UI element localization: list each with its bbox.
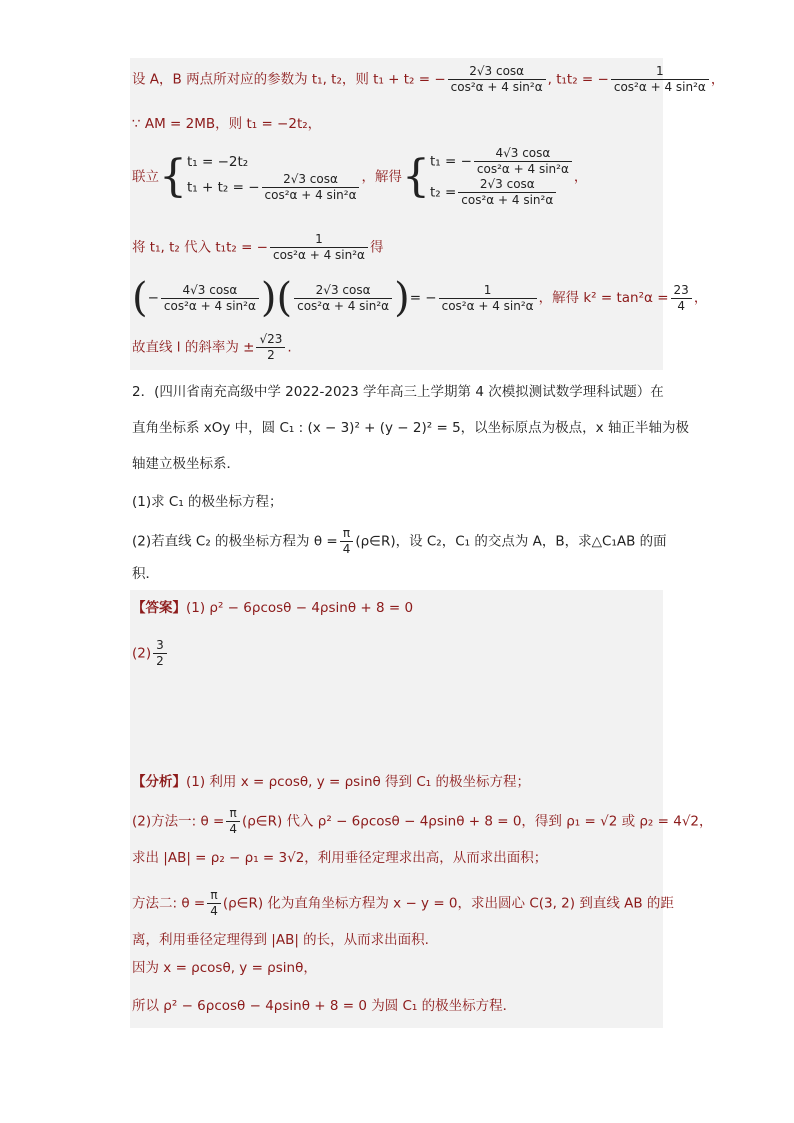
substitute-line: 将 t₁, t₂ 代入 t₁t₂ = − $\frac{1}{\text{cos²α + 4 sin²α}}$ 得 [132, 232, 384, 262]
system-line: 联立{ t₁ = −2t₂ t₁ + t₂ = − $\frac{2√3 \cos\alpha}{\text{cos²α + 4 sin²α}}$ ，解得{ t₁ = − $\frac{4√3 \cos\alpha}{\text{cos²α + 4 sin²α}}$ t₂ = $\frac{2√3 \cos\alpha}{\text{cos²α + 4 sin²α}}$ ， [132, 146, 588, 207]
system-1: t₁ = −2t₂ t₁ + t₂ = − $\frac{2√3 \cos\alpha}{\text{cos²α + 4 sin²α}}$ [187, 152, 361, 203]
analysis-label: 【分析】 [132, 774, 186, 790]
analysis-line: 求出 |AB| = ρ₂ − ρ₁ = 3√2，利用垂径定理求出高，从而求出面积； [132, 850, 548, 866]
answer-line: 【答案】(1) ρ² − 6ρcosθ − 4ρsinθ + 8 = 0 [132, 600, 414, 616]
fraction: $\frac{2√3 \cos\alpha}{\text{cos²α + 4 sin²α}}$ [448, 64, 546, 95]
system-2: t₁ = − $\frac{4√3 \cos\alpha}{\text{cos²α + 4 sin²α}}$ t₂ = $\frac{2√3 \cos\alpha}{\text{cos²α + 4 sin²α}}$ [430, 146, 574, 208]
question-text-line: 轴建立极坐标系． [132, 456, 240, 472]
question-text-line: 积． [132, 566, 159, 582]
detail-lines-bottom [130, 950, 663, 1028]
question-2 [130, 376, 689, 596]
subquestion-2: (2)若直线 C₂ 的极坐标方程为 θ = $\frac{\pi}{4}$ (ρ∈R)，设 C₂，C₁ 的交点为 A，B，求△C₁AB 的面 [132, 526, 667, 556]
answer-label: 【答案】 [132, 600, 186, 616]
answer-line-2: (2) $\frac{3}{2}$ [132, 638, 169, 669]
subquestion-1: (1)求 C₁ 的极坐标方程； [132, 494, 283, 510]
analysis-method-2: 方法二: θ = $\frac{\pi}{4}$ (ρ∈R) 化为直角坐标方程为 x − y = 0，求出圆心 C(3, 2) 到直线 AB 的距 [132, 888, 674, 918]
brace-icon: { [401, 151, 430, 202]
fraction: $\frac{1}{\text{cos²α + 4 sin²α}}$ [611, 64, 709, 95]
question-text-line: 直角坐标系 xOy 中，圆 C₁ : (x − 3)² + (y − 2)² = 5，以坐标原点为极点，x 轴正半轴为极 [132, 420, 689, 436]
solution-continuation [130, 58, 725, 370]
params-line: 设 A，B 两点所对应的参数为 t₁, t₂，则 t₁ + t₂ = − $\frac{2√3 \cos\alpha}{\text{cos²α + 4 sin²α}}$ , t₁t₂ = − $\frac{1}{\text{cos²α + 4 sin²α}}$ ， [132, 64, 725, 94]
analysis-line: 【分析】(1) 利用 x = ρcosθ, y = ρsinθ 得到 C₁ 的极坐标方程； [132, 774, 530, 790]
question-source-line: 2．(四川省南充高级中学 2022-2023 学年高三上学期第 4 次模拟测试数学理科试题）在 [132, 384, 664, 400]
text: ∵ AM = 2MB，则 t₁ = −2t₂， [132, 116, 322, 132]
slope-conclusion-line: 故直线 l 的斜率为 ± $\frac{√23}{2}$ . [132, 332, 292, 362]
product-equation-line: (− $\frac{4√3 \cos\alpha}{\text{cos²α + 4 sin²α}}$ )( $\frac{2√3 \cos\alpha}{\text{cos²α + 4 sin²α}}$ )= − $\frac{1}{\text{cos²α + 4 sin²α}}$ ，解得 k² = tan²α = $\frac{23}{4}$ ， [132, 275, 708, 321]
analysis-line: 离，利用垂径定理得到 |AB| 的长，从而求出面积. [132, 932, 429, 948]
detail-line: 因为 x = ρcosθ, y = ρsinθ， [132, 960, 317, 976]
text: , t₁t₂ = − [547, 71, 609, 88]
analysis-method-1: (2)方法一: θ = $\frac{\pi}{4}$ (ρ∈R) 代入 ρ² − 6ρcosθ − 4ρsinθ + 8 = 0，得到 ρ₁ = √2 或 ρ₂ = 4√2， [132, 806, 713, 836]
vector-line [132, 114, 321, 134]
brace-icon: { [159, 151, 187, 202]
detail-line: 所以 ρ² − 6ρcosθ − 4ρsinθ + 8 = 0 为圆 C₁ 的极坐标方程． [132, 998, 517, 1014]
text: 设 A，B 两点所对应的参数为 t₁, t₂，则 t₁ + t₂ = − [132, 71, 446, 88]
